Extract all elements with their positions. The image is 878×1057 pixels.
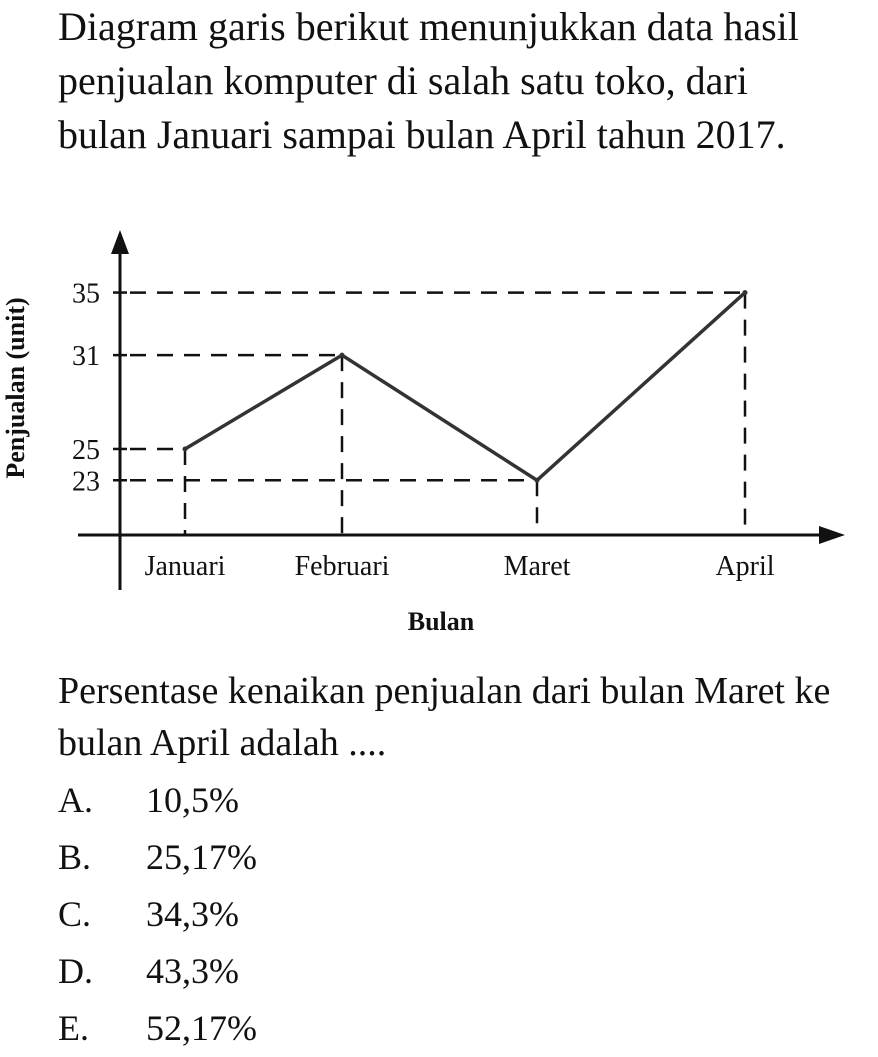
- line-chart: [0, 220, 878, 650]
- answer-options: [58, 772, 257, 1057]
- option-c[interactable]: [58, 886, 257, 943]
- x-tick-label-maret: Maret: [503, 551, 571, 582]
- option-label: D.: [58, 951, 93, 991]
- x-tick-label-april: April: [715, 551, 775, 582]
- question-text: Persentase kenaikan penjualan dari bulan Maret ke bulan April adalah ....: [58, 670, 831, 764]
- data-point-januari: [183, 446, 188, 451]
- option-value: 25,17%: [146, 837, 257, 877]
- y-tick-label: 23: [72, 466, 100, 498]
- x-tick-label-februari: Februari: [294, 551, 390, 582]
- option-value: 43,3%: [146, 951, 239, 991]
- option-label: A.: [58, 780, 93, 820]
- option-label: B.: [58, 837, 92, 877]
- option-label: E.: [58, 1008, 89, 1048]
- option-b[interactable]: [58, 829, 257, 886]
- intro-text: Diagram garis berikut menunjukkan data hasil penjualan komputer di salah satu toko, dari bulan Januari sampai bulan April tahun 2017.: [58, 4, 799, 157]
- x-axis-arrow: [819, 526, 845, 544]
- series-line-penjualan: [185, 293, 745, 481]
- option-label: C.: [58, 894, 92, 934]
- y-axis-label: Penjualan (unit): [1, 297, 30, 479]
- y-tick-label: 25: [72, 434, 100, 466]
- option-value: 34,3%: [146, 894, 239, 934]
- chart-guide-lines: [130, 293, 745, 535]
- data-point-april: [743, 290, 748, 295]
- x-axis-label: Bulan: [407, 607, 475, 636]
- x-tick-label-januari: Januari: [144, 551, 226, 582]
- y-tick-label: 35: [72, 278, 100, 310]
- option-a[interactable]: [58, 772, 257, 829]
- option-value: 52,17%: [146, 1008, 257, 1048]
- x-tick-labels: [145, 551, 775, 582]
- chart-series: [183, 290, 748, 483]
- option-e[interactable]: [58, 1000, 257, 1057]
- y-axis-arrow: [111, 230, 129, 254]
- data-point-februari: [340, 353, 345, 358]
- option-value: 10,5%: [146, 780, 239, 820]
- chart-axes: [78, 230, 845, 590]
- y-tick-label: 31: [72, 341, 100, 373]
- data-point-maret: [535, 478, 540, 483]
- option-d[interactable]: [58, 943, 257, 1000]
